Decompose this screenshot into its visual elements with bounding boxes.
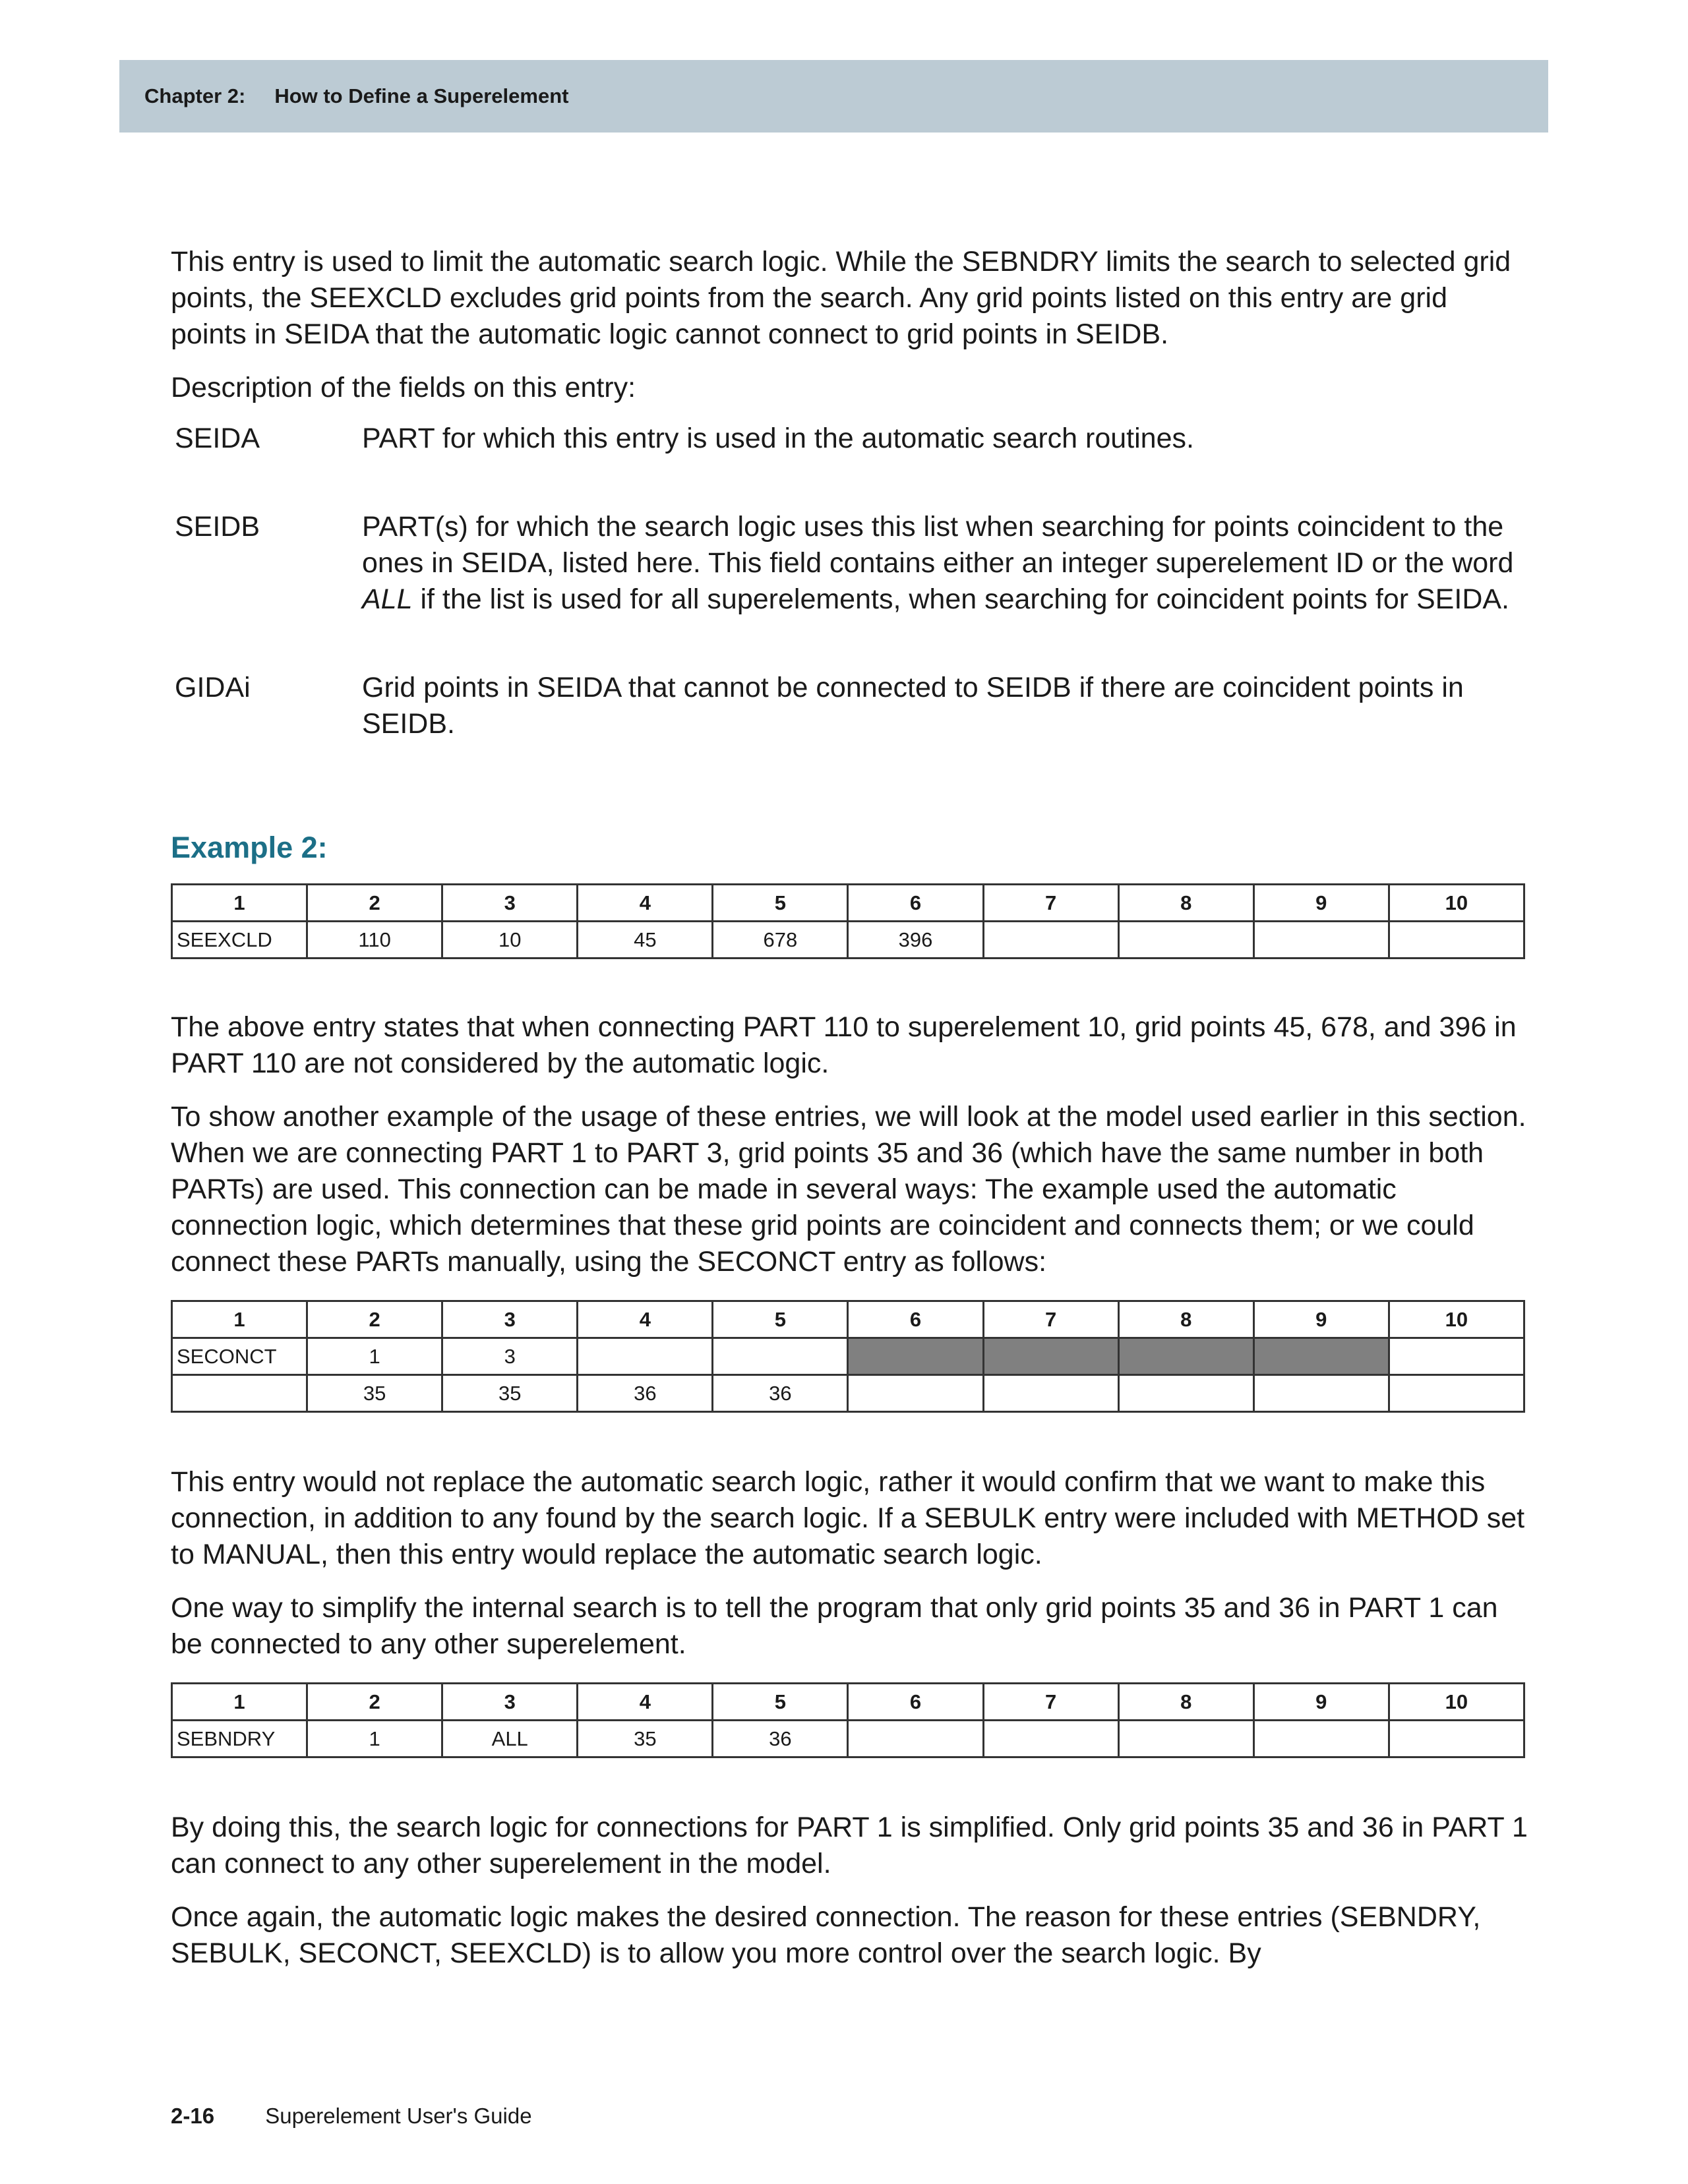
table-cell xyxy=(1118,1375,1253,1412)
table-cell: 45 xyxy=(578,922,713,959)
column-header: 1 xyxy=(172,1684,307,1721)
field-name: SEIDB xyxy=(175,511,260,543)
paragraph: One way to simplify the internal search is to tell the program that only grid points 35 and 36 in PART 1 can be connected to any other superelement. xyxy=(171,1592,1498,1660)
sebndry-table xyxy=(171,1682,1525,1758)
column-header: 7 xyxy=(983,1301,1118,1338)
table-cell xyxy=(983,922,1118,959)
column-header: 10 xyxy=(1389,1301,1524,1338)
column-header: 3 xyxy=(442,1684,578,1721)
column-header: 2 xyxy=(307,1301,442,1338)
table-cell: 1 xyxy=(307,1721,442,1757)
table-cell: 1 xyxy=(307,1338,442,1375)
table-cell: 35 xyxy=(578,1721,713,1757)
column-header: 2 xyxy=(307,1684,442,1721)
column-header: 6 xyxy=(848,1684,983,1721)
field-name: SEIDA xyxy=(175,423,260,454)
table-cell xyxy=(1253,922,1389,959)
page-footer xyxy=(171,2103,532,2129)
field-description-text: PART(s) for which the search logic uses this list when searching for points coincident to the ones in SEIDA, listed here. This field contains either an integer superelement ID or the word xyxy=(362,511,1514,579)
column-header: 7 xyxy=(983,1684,1118,1721)
shaded-cell xyxy=(848,1338,983,1375)
guide-title: Superelement User's Guide xyxy=(265,2104,532,2128)
column-header: 7 xyxy=(983,885,1118,922)
column-header: 3 xyxy=(442,1301,578,1338)
column-header: 10 xyxy=(1389,1684,1524,1721)
shaded-cell xyxy=(1253,1338,1389,1375)
intro-paragraph: This entry is used to limit the automatic search logic. While the SEBNDRY limits the search to selected grid points, the SEEXCLD excludes grid points from the search. Any grid points listed on this entry are grid points in SEIDA that the automatic logic cannot connect to grid points in SEIDB. xyxy=(171,246,1511,350)
column-header: 4 xyxy=(578,1684,713,1721)
table-cell: 3 xyxy=(442,1338,578,1375)
example-heading: Example 2: xyxy=(171,831,328,864)
column-header: 5 xyxy=(713,1684,848,1721)
column-header: 2 xyxy=(307,885,442,922)
table-header-row xyxy=(172,885,1524,922)
field-gidai xyxy=(171,670,1529,742)
table-row xyxy=(172,922,1524,959)
table-cell xyxy=(1253,1721,1389,1757)
column-header: 3 xyxy=(442,885,578,922)
table-cell: SEEXCLD xyxy=(172,922,307,959)
column-header: 8 xyxy=(1118,1684,1253,1721)
table-cell xyxy=(848,1721,983,1757)
column-header: 5 xyxy=(713,1301,848,1338)
column-header: 4 xyxy=(578,1301,713,1338)
column-header: 5 xyxy=(713,885,848,922)
column-header: 1 xyxy=(172,885,307,922)
table-cell xyxy=(1389,1338,1524,1375)
shaded-cell xyxy=(1118,1338,1253,1375)
paragraph: By doing this, the search logic for connections for PART 1 is simplified. Only grid points 35 and 36 in PART 1 can connect to any other superelement in the model. xyxy=(171,1812,1528,1879)
table-cell xyxy=(983,1375,1118,1412)
seexcld-table xyxy=(171,883,1525,959)
table-cell xyxy=(578,1338,713,1375)
column-header: 9 xyxy=(1253,1301,1389,1338)
field-description: PART for which this entry is used in the automatic search routines. xyxy=(362,423,1194,454)
table-cell xyxy=(1118,1721,1253,1757)
page-content xyxy=(171,244,1529,1989)
column-header: 10 xyxy=(1389,885,1524,922)
paragraph: To show another example of the usage of these entries, we will look at the model used earlier in this section. When we are connecting PART 1 to PART 3, grid points 35 and 36 (which have the same number in both PARTs) are used. This connection can be made in several ways: The example used the automatic connection logic, which determines that these grid points are coincident and connects them; or we could connect these PARTs manually, using the SECONCT entry as follows: xyxy=(171,1101,1526,1278)
paragraph: Once again, the automatic logic makes the desired connection. The reason for these entries (SEBNDRY, SEBULK, SECONCT, SEEXCLD) is to allow you more control over the search logic. By xyxy=(171,1901,1481,1969)
table-row xyxy=(172,1375,1524,1412)
column-header: 1 xyxy=(172,1301,307,1338)
column-header: 9 xyxy=(1253,885,1389,922)
table-header-row xyxy=(172,1301,1524,1338)
field-description-text: if the list is used for all superelements, when searching for coincident points for SEIDA. xyxy=(412,583,1509,615)
table-cell: SECONCT xyxy=(172,1338,307,1375)
column-header: 6 xyxy=(848,885,983,922)
table-cell: 678 xyxy=(713,922,848,959)
table-cell: 10 xyxy=(442,922,578,959)
table-cell: 36 xyxy=(578,1375,713,1412)
chapter-title: How to Define a Superelement xyxy=(274,84,569,107)
column-header: 9 xyxy=(1253,1684,1389,1721)
field-seida xyxy=(171,421,1529,457)
paragraph: This entry would not replace the automatic search logic, rather it would confirm that we want to make this connection, in addition to any found by the search logic. If a SEBULK entry were included with METHOD set to MANUAL, then this entry would replace the automatic search logic. xyxy=(171,1466,1525,1570)
table-cell: 110 xyxy=(307,922,442,959)
table-cell xyxy=(1118,922,1253,959)
paragraph: The above entry states that when connecting PART 110 to superelement 10, grid points 45, 678, and 396 in PART 110 are not considered by the automatic logic. xyxy=(171,1011,1517,1079)
column-header: 8 xyxy=(1118,1301,1253,1338)
table-cell xyxy=(713,1338,848,1375)
page-number: 2-16 xyxy=(171,2104,215,2128)
table-cell xyxy=(1389,1721,1524,1757)
field-seidb xyxy=(171,509,1529,618)
column-header: 6 xyxy=(848,1301,983,1338)
table-cell xyxy=(983,1721,1118,1757)
table-cell: 35 xyxy=(442,1375,578,1412)
column-header: 8 xyxy=(1118,885,1253,922)
shaded-cell xyxy=(983,1338,1118,1375)
table-cell: 35 xyxy=(307,1375,442,1412)
table-cell: ALL xyxy=(442,1721,578,1757)
table-cell: SEBNDRY xyxy=(172,1721,307,1757)
table-cell: 36 xyxy=(713,1721,848,1757)
table-cell xyxy=(172,1375,307,1412)
chapter-label: Chapter 2: xyxy=(144,84,246,107)
table-cell xyxy=(1389,922,1524,959)
table-cell xyxy=(1389,1375,1524,1412)
table-cell: 396 xyxy=(848,922,983,959)
field-description: Grid points in SEIDA that cannot be connected to SEIDB if there are coincident points in SEIDB. xyxy=(362,672,1464,740)
seconct-table xyxy=(171,1300,1525,1413)
table-cell: 36 xyxy=(713,1375,848,1412)
table-row xyxy=(172,1721,1524,1757)
table-cell xyxy=(1253,1375,1389,1412)
field-name: GIDAi xyxy=(175,672,251,703)
field-description xyxy=(362,509,1529,618)
chapter-header-bar xyxy=(119,60,1548,133)
field-description-emphasis: ALL xyxy=(362,583,413,615)
column-header: 4 xyxy=(578,885,713,922)
table-row xyxy=(172,1338,1524,1375)
fields-intro: Description of the fields on this entry: xyxy=(171,372,636,403)
table-cell xyxy=(848,1375,983,1412)
table-header-row xyxy=(172,1684,1524,1721)
